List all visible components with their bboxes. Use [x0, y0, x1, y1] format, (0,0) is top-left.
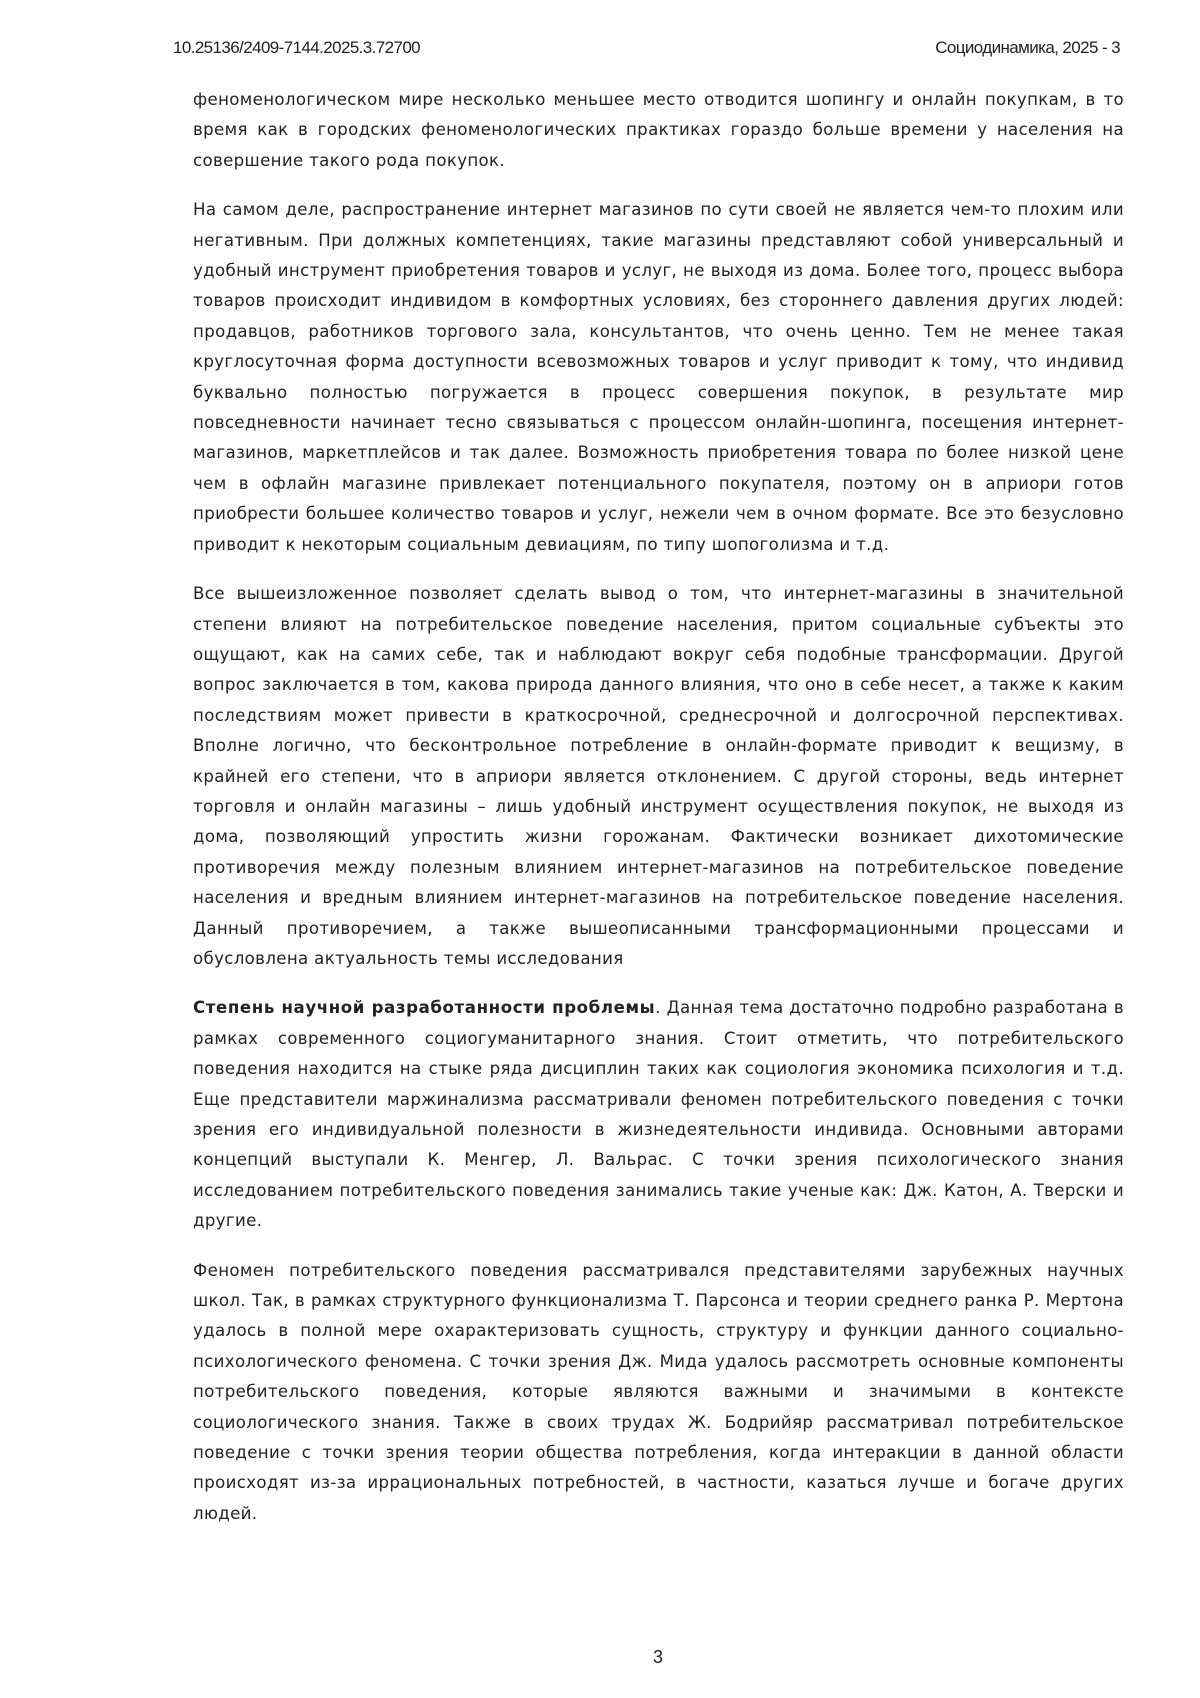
section-heading: Степень научной разработанности проблемы: [193, 998, 655, 1017]
paragraph-4: [193, 993, 1124, 1236]
paragraph-5: Феномен потребительского поведения рассматривался представителями зарубежных научных школ. Так, в рамках структурного функционализма Т. Парсонса и теории среднего ранка Р. Мертона удалось в полной мере охарактеризовать сущность, структуру и функции данного социально-психологического феномена. С точки зрения Дж. Мида удалось рассмотреть основные компоненты потребительского поведения, которые являются важными и значимыми в контексте социологического знания. Также в своих трудах Ж. Бодрийяр рассматривал потребительское поведение с точки зрения теории общества потребления, когда интеракции в данной области происходят из-за иррациональных потребностей, в частности, казаться лучше и богаче других людей.: [193, 1256, 1124, 1530]
page-number: 3: [0, 1647, 1200, 1668]
paragraph-2: На самом деле, распространение интернет магазинов по сути своей не является чем-то плохим или негативным. При должных компетенциях, такие магазины представляют собой универсальный и удобный инструмент приобретения товаров и услуг, не выходя из дома. Более того, процесс выбора товаров происходит индивидом в комфортных условиях, без стороннего давления других людей: продавцов, работников торгового зала, консультантов, что очень ценно. Тем не менее такая круглосуточная форма доступности всевозможных товаров и услуг приводит к тому, что индивид буквально полностью погружается в процесс совершения покупок, в результате мир повседневности начинает тесно связываться с процессом онлайн-шопинга, посещения интернет-магазинов, маркетплейсов и так далее. Возможность приобретения товара по более низкой цене чем в офлайн магазине привлекает потенциального покупателя, поэтому он в априори готов приобрести большее количество товаров и услуг, нежели чем в очном формате. Все это безусловно приводит к некоторым социальным девиациям, по типу шопоголизма и т.д.: [193, 195, 1124, 560]
paragraph-4-text: . Данная тема достаточно подробно разработана в рамках современного социогуманитарного знания. Стоит отметить, что потребительского поведения находится на стыке ряда дисциплин таких как социология экономика психология и т.д. Еще представители маржинализма рассматривали феномен потребительского поведения с точки зрения его индивидуальной полезности в жизнедеятельности индивида. Основными авторами концепций выступали К. Менгер, Л. Вальрас. С точки зрения психологического знания исследованием потребительского поведения занимались такие ученые как: Дж. Катон, А. Тверски и другие.: [193, 998, 1124, 1230]
paragraph-1: феноменологическом мире несколько меньшее место отводится шопингу и онлайн покупкам, в то время как в городских феноменологических практиках гораздо больше времени у населения на совершение такого рода покупок.: [193, 85, 1124, 176]
article-body: [193, 85, 1124, 1548]
paragraph-3: Все вышеизложенное позволяет сделать вывод о том, что интернет-магазины в значительной степени влияют на потребительское поведение населения, притом социальные субъекты это ощущают, как на самих себе, так и наблюдают вокруг себя подобные трансформации. Другой вопрос заключается в том, какова природа данного влияния, что оно в себе несет, а также к каким последствиям может привести в краткосрочной, среднесрочной и долгосрочной перспективах. Вполне логично, что бесконтрольное потребление в онлайн-формате приводит к вещизму, в крайней его степени, что в априори является отклонением. С другой стороны, ведь интернет торговля и онлайн магазины – лишь удобный инструмент осуществления покупок, не выходя из дома, позволяющий упростить жизни горожанам. Фактически возникает дихотомические противоречия между полезным влиянием интернет-магазинов на потребительское поведение населения и вредным влиянием интернет-магазинов на потребительское поведение населения. Данный противоречием, а также вышеописанными трансформационными процессами и обусловлена актуальность темы исследования: [193, 579, 1124, 974]
doi-label: 10.25136/2409-7144.2025.3.72700: [173, 38, 420, 58]
journal-label: Социодинамика, 2025 - 3: [935, 38, 1120, 58]
page-header: [173, 38, 1120, 62]
